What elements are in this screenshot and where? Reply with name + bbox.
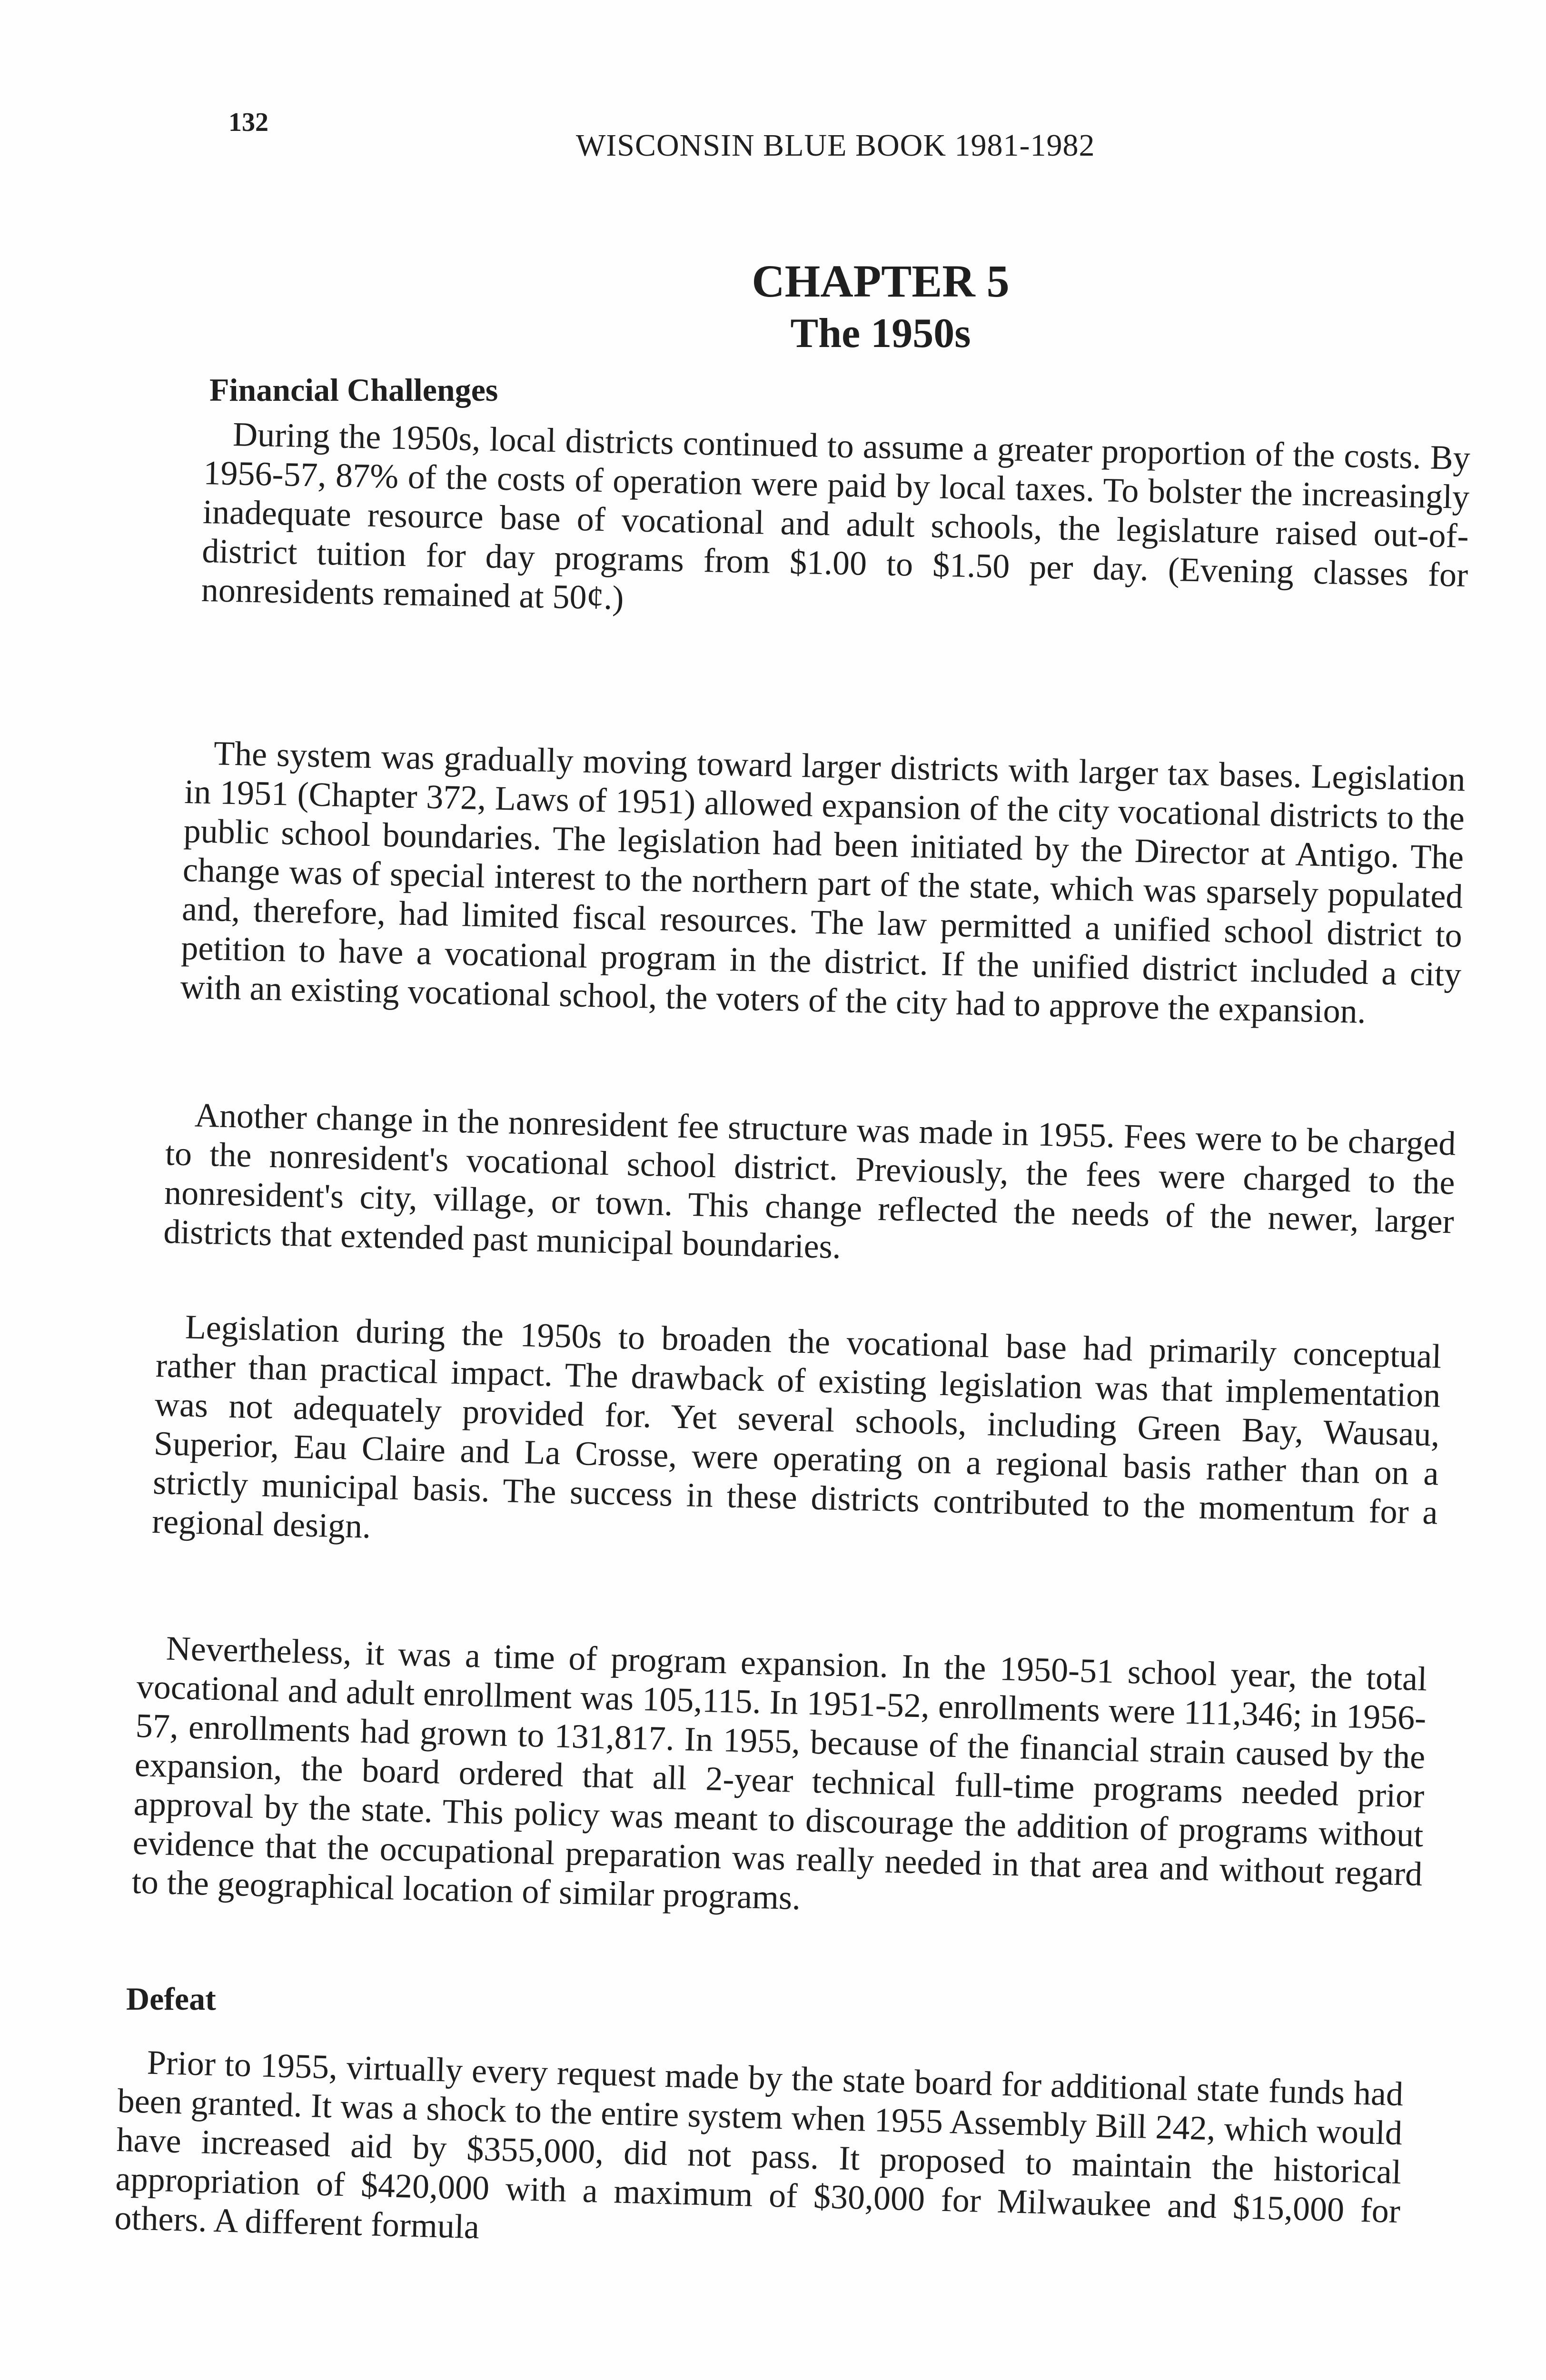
page-number: 132 — [228, 108, 268, 137]
section-heading-defeat: Defeat — [126, 1981, 216, 2017]
paragraph: The system was gradually moving toward larger districts with larger tax bases. Legislation in 1951 (Chapter 372, Laws of 1951) allowed expansion of the city vocational districts to the public school boundaries. The legislation had been initiated by the Director at Antigo. The change was of special interest to the northern part of the state, which was sparsely populated and, therefore, had limited fiscal resources. The law permitted a unified school district to petition to have a vocational program in the district. If the unified district included a city with an existing vocational school, the voters of the city had to approve the expansion. — [180, 734, 1466, 1031]
running-head: WISCONSIN BLUE BOOK 1981-1982 — [576, 128, 1095, 163]
chapter-title: CHAPTER 5 — [752, 256, 1010, 307]
paragraph: During the 1950s, local districts continued to assume a greater proportion of the costs. By 1956-57, 87% of the costs of operation were paid by local taxes. To bolster the increasingly inadequate resource base of vocational and adult schools, the legislature raised out-of-district tuition for day programs from $1.00 to $1.50 per day. (Evening classes for nonresidents remained at 50¢.) — [201, 415, 1471, 617]
chapter-subtitle: The 1950s — [790, 310, 971, 357]
paragraph: Nevertheless, it was a time of program expansion. In the 1950-51 school year, the total vocational and adult enrollment was 105,115. In 1951-52, enrollments were 111,346; in 1956-57, enrollments had grown to 131,817. In 1955, because of the financial strain caused by the expansion, the board ordered that all 2-year technical full-time programs needed prior approval by the state. This policy was meant to discourage the addition of programs without evidence that the occupational preparation was really needed in that area and without regard to the geographical location of similar programs. — [131, 1629, 1428, 1917]
paragraph: Legislation during the 1950s to broaden the vocational base had primarily conceptual rather than practical impact. The drawback of existing legislation was that implementation was not adequately provided for. Yet several schools, including Green Bay, Wausau, Superior, Eau Claire and La Crosse, were operating on a regional basis rather than on a strictly municipal basis. The success in these districts contributed to the momentum for a regional design. — [151, 1308, 1442, 1546]
paragraph: Prior to 1955, virtually every request made by the state board for additional state funds had been granted. It was a shock to the entire system when 1955 Assembly Bill 242, which would have increased aid by $355,000, did not pass. It proposed to maintain the historical appropriation of $420,000 with a maximum of $30,000 for Milwaukee and $15,000 for others. A different formula — [114, 2043, 1404, 2246]
paragraph: Another change in the nonresident fee structure was made in 1955. Fees were to be charged to the nonresident's vocational school district. Previously, the fees were charged to the nonresident's city, village, or town. This change reflected the needs of the newer, larger districts that extended past municipal boundaries. — [163, 1096, 1457, 1266]
section-heading-financial-challenges: Financial Challenges — [209, 372, 498, 408]
